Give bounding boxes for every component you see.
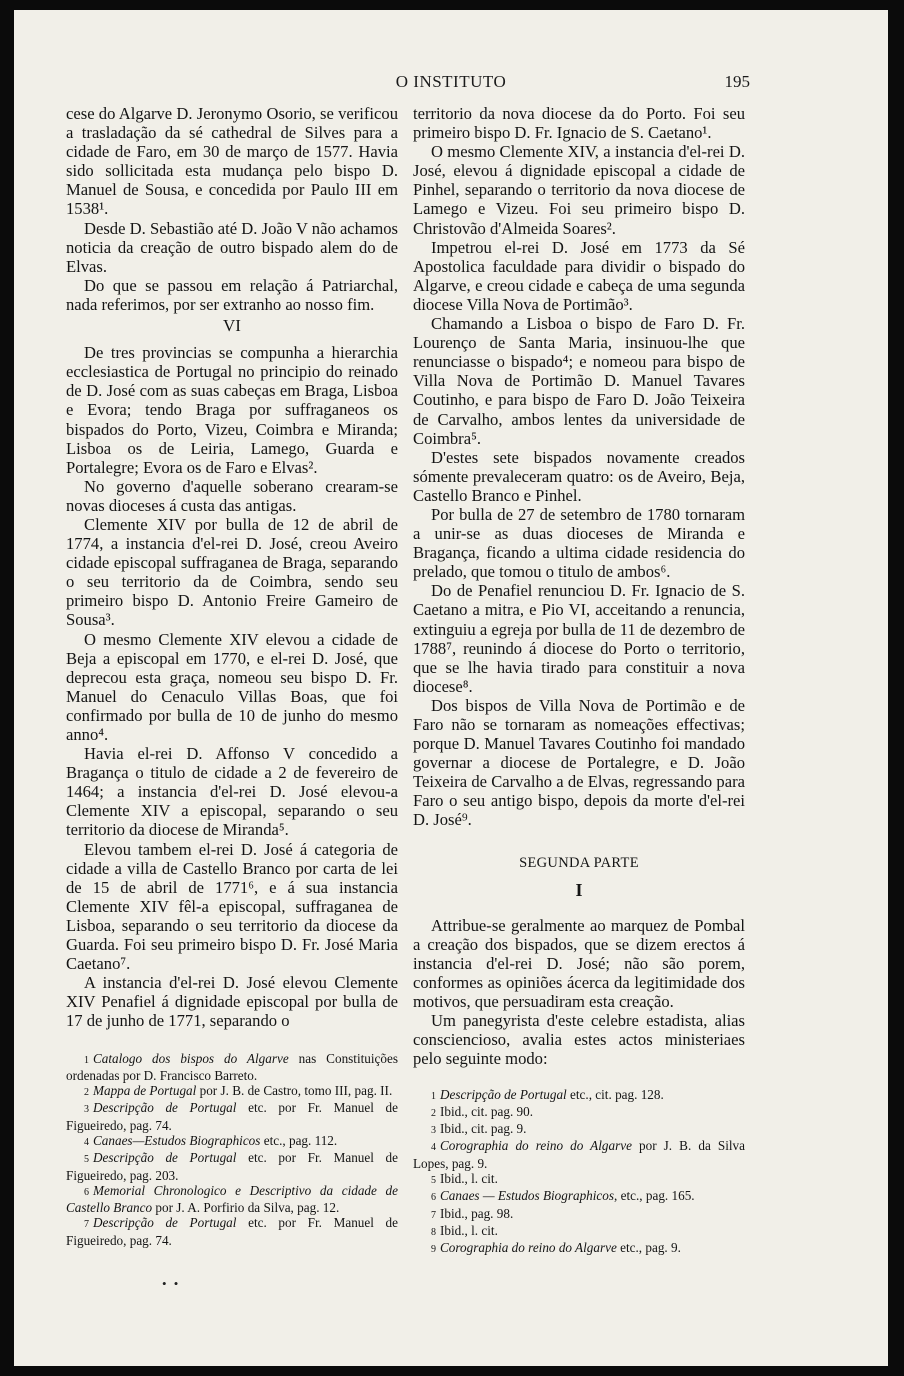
footnote-text: etc., pag. 9. xyxy=(616,1240,681,1256)
footnote xyxy=(66,1100,398,1133)
footnote-text: Ibid., pag. 98. xyxy=(440,1205,514,1221)
footnote-work-title: Mappa de Portugal xyxy=(93,1083,197,1099)
footnote-work-title: Descripção de Portugal xyxy=(440,1086,567,1102)
footnote xyxy=(413,1171,745,1188)
paragraph: No governo d'aquelle soberano crearam-se novas dioceses á custa das antigas. xyxy=(66,476,398,515)
running-header-title: O INSTITUTO xyxy=(395,72,507,91)
footnote-work-title: Corographia do reino do Algarve xyxy=(440,1240,617,1256)
book-page xyxy=(14,10,888,1366)
footnote-text: etc. por Fr. Manuel de Figueiredo, pag. 74. xyxy=(66,1100,398,1133)
footnote xyxy=(413,1188,745,1205)
paragraph: Elevou tambem el-rei D. José á categoria de cidade a villa de Castello Branco por carta de lei de 15 de abril de 1771⁶, e á sua instancia Clemente XIV fêl-a episcopal, suffraganea de Lisboa, separando o seu territorio da diocese da Guarda. Foi seu primeiro bispo D. Fr. José Maria Caetano⁷. xyxy=(66,839,398,974)
left-paragraphs-a xyxy=(66,104,398,314)
footnote xyxy=(66,1215,398,1248)
right-paragraphs-a xyxy=(413,104,745,830)
footnote-number: 2 xyxy=(431,1107,436,1119)
footnote-number: 2 xyxy=(84,1087,89,1099)
part-heading: SEGUNDA PARTE xyxy=(519,854,639,871)
section-heading-i: I xyxy=(575,879,583,900)
footnote-number: 5 xyxy=(431,1174,436,1186)
paragraph: Impetrou el-rei D. José em 1773 da Sé Apostolica faculdade para dividir o bispado do Algarve, e creou cidade e cabeça de uma segunda diocese Villa Nova de Portimão³. xyxy=(413,237,745,314)
footnote-number: 1 xyxy=(84,1054,89,1066)
footnote xyxy=(413,1206,745,1223)
footnote xyxy=(66,1083,398,1100)
footnote xyxy=(413,1240,745,1257)
footnote-number: 3 xyxy=(431,1125,436,1137)
footnote-text: etc. por Fr. Manuel de Figueiredo, pag. 203. xyxy=(66,1150,398,1183)
paragraph: O mesmo Clemente XIV elevou a cidade de Beja a episcopal em 1770, e el-rei D. José, que deprecou esta graça, nomeou seu bispo D. Fr. Manuel do Cenaculo Villas Boas, que foi confirmado por bulla de 10 de junho do mesmo anno⁴. xyxy=(66,629,398,744)
footnote xyxy=(413,1104,745,1121)
paragraph: cese do Algarve D. Jeronymo Osorio, se verificou a trasladação da sé cathedral de Silves para a cidade de Faro, em 30 de março de 1577. Havia sido sollicitada esta mudança pelo bispo D. Manuel de Sousa, e concedida por Paulo III em 1538¹. xyxy=(66,104,398,219)
footnote-text: por J. A. Porfirio da Silva, pag. 12. xyxy=(152,1200,340,1216)
paragraph: O mesmo Clemente XIV, a instancia d'el-rei D. José, elevou á dignidade episcopal a cidade de Pinhel, separando o territorio da nova diocese de Lamego e Vizeu. Foi seu primeiro bispo D. Christovão d'Almeida Soares². xyxy=(413,142,745,238)
paragraph: Clemente XIV por bulla de 12 de abril de 1774, a instancia d'el-rei D. José, creou Aveiro cidade episcopal suffraganea de Braga, separando o seu territorio da de Coimbra, sendo seu primeiro bispo D. Antonio Freire Gameiro de Sousa³. xyxy=(66,514,398,630)
paragraph: Do que se passou em relação á Patriarchal, nada referimos, por ser extranho ao nosso fim. xyxy=(66,275,398,314)
right-column xyxy=(413,104,745,1257)
footnote-work-title: Corographia do reino do Algarve xyxy=(440,1138,632,1154)
right-paragraphs-b xyxy=(413,916,745,1069)
left-paragraphs-b xyxy=(66,343,398,1030)
left-column xyxy=(66,104,398,1248)
paragraph: D'estes sete bispados novamente creados sómente prevaleceram quatro: os de Aveiro, Beja, Castello Branco e Pinhel. xyxy=(413,447,745,505)
left-footnotes xyxy=(66,1051,398,1249)
footnote-number: 7 xyxy=(84,1219,89,1231)
footnote-number: 4 xyxy=(84,1136,89,1148)
footnote-work-title: Descripção de Portugal xyxy=(93,1100,237,1116)
paragraph: Por bulla de 27 de setembro de 1780 tornaram a unir-se as duas dioceses de Miranda e Bragança, ficando a ultima cidade residencia do prelado, que tomou o titulo de ambos⁶. xyxy=(413,504,745,582)
paragraph: Do de Penafiel renunciou D. Fr. Ignacio de S. Caetano a mitra, e Pio VI, acceitando a renuncia, extinguiu a egreja por bulla de 11 de dezembro de 1788⁷, reunindo á diocese do Porto o territorio, que se lhe havia tirado para constituir a nova diocese⁸. xyxy=(413,581,745,696)
paragraph: Dos bispos de Villa Nova de Portimão e de Faro não se tornaram as nomeações effectivas; porque D. Manuel Tavares Coutinho foi mandado governar a diocese de Portalegre, e D. João Teixeira de Carvalho a de Elvas, regressando para Faro o seu antigo bispo, depois da morte d'el-rei D. José⁹. xyxy=(413,695,745,830)
printer-mark: • • xyxy=(162,1276,181,1291)
footnote xyxy=(413,1121,745,1138)
right-footnotes xyxy=(413,1087,745,1258)
paragraph: A instancia d'el-rei D. José elevou Clemente XIV Penafiel á dignidade episcopal por bulla de 17 de junho de 1771, separando o xyxy=(66,973,398,1031)
footnote xyxy=(66,1150,398,1183)
footnote-text: etc. por Fr. Manuel de Figueiredo, pag. 74. xyxy=(66,1215,398,1248)
footnote-number: 9 xyxy=(431,1244,436,1256)
footnote-text: nas Constituições ordenadas por D. Francisco Barreto. xyxy=(66,1050,398,1083)
paragraph: Attribue-se geralmente ao marquez de Pombal a creação dos bispados, que se dizem erectos á instancia d'el-rei D. José; não são porem, conformes as opiniões ácerca da legitimidade dos motivos, que persuadiram esta creação. xyxy=(413,915,745,1012)
footnote-number: 6 xyxy=(431,1192,436,1204)
paragraph: territorio da nova diocese da do Porto. Foi seu primeiro bispo D. Fr. Ignacio de S. Caetano¹. xyxy=(413,104,745,143)
paragraph: Desde D. Sebastião até D. João V não achamos noticia da creação de outro bispado alem do de Elvas. xyxy=(66,218,398,276)
footnote-work-title: Descripção de Portugal xyxy=(93,1150,237,1166)
footnote-text: por J. B. de Castro, tomo III, pag. II. xyxy=(196,1083,393,1099)
footnote-text: Ibid., l. cit. xyxy=(440,1222,498,1238)
footnote xyxy=(413,1138,745,1171)
footnote-number: 5 xyxy=(84,1154,89,1166)
footnote-text: Ibid., l. cit. xyxy=(440,1170,498,1186)
footnote xyxy=(66,1183,398,1216)
footnote-number: 6 xyxy=(84,1186,89,1198)
footnote-number: 3 xyxy=(84,1104,89,1116)
footnote-text: etc., pag. 112. xyxy=(260,1132,338,1148)
footnote-number: 8 xyxy=(431,1226,436,1238)
paragraph: Chamando a Lisboa o bispo de Faro D. Fr. Lourenço de Santa Maria, insinuou-lhe que renunciasse o bispado⁴; e nomeou para bispo de Villa Nova de Portimão D. Manuel Tavares Coutinho, e para bispo de Faro D. João Teixeira de Carvalho, ambos lentes da universidade de Coimbra⁵. xyxy=(413,314,745,448)
footnote-text: Ibid., cit. pag. 9. xyxy=(440,1121,527,1137)
footnote xyxy=(413,1223,745,1240)
footnote-work-title: Memorial Chronologico e Descriptivo da cidade de Castello Branco xyxy=(66,1182,398,1216)
paragraph: Havia el-rei D. Affonso V concedido a Bragança o titulo de cidade a 2 de fevereiro de 1464; a instancia d'el-rei D. José elevou-a Clemente XIV a episcopal, separando o seu territorio da diocese de Miranda⁵. xyxy=(66,744,398,840)
footnote-number: 7 xyxy=(431,1209,436,1221)
footnote xyxy=(66,1051,398,1084)
footnote xyxy=(66,1133,398,1150)
footnote-work-title: Canaes — Estudos Biographicos xyxy=(440,1188,615,1204)
footnote-number: 1 xyxy=(431,1090,436,1102)
footnote xyxy=(413,1087,745,1104)
footnote-text: , etc., pag. 165. xyxy=(614,1188,695,1204)
paragraph: Um panegyrista d'este celebre estadista, alias consciencioso, avalia estes actos ministeriaes pelo seguinte modo: xyxy=(413,1011,745,1069)
footnote-work-title: Descripção de Portugal xyxy=(93,1215,237,1231)
footnote-text: Ibid., cit. pag. 90. xyxy=(440,1103,534,1119)
footnote-work-title: Catalogo dos bispos do Algarve xyxy=(93,1050,289,1066)
page-number: 195 xyxy=(724,72,750,91)
paragraph: De tres provincias se compunha a hierarchia ecclesiastica de Portugal no principio do reinado de D. José com as suas cabeças em Braga, Lisboa e Evora; tendo Braga por suffraganeos os bispados do Porto, Vizeu, Coimbra e Miranda; Lisboa os de Leiria, Lamego, Guarda e Portalegre; Evora os de Faro e Elvas². xyxy=(66,343,398,477)
footnote-number: 4 xyxy=(431,1142,436,1154)
footnote-text: etc., cit. pag. 128. xyxy=(566,1086,664,1102)
footnote-work-title: Canaes—Estudos Biographicos xyxy=(93,1132,261,1148)
section-heading-vi: VI xyxy=(223,316,241,336)
footnote-text: por J. B. da Silva Lopes, pag. 9. xyxy=(413,1138,745,1171)
